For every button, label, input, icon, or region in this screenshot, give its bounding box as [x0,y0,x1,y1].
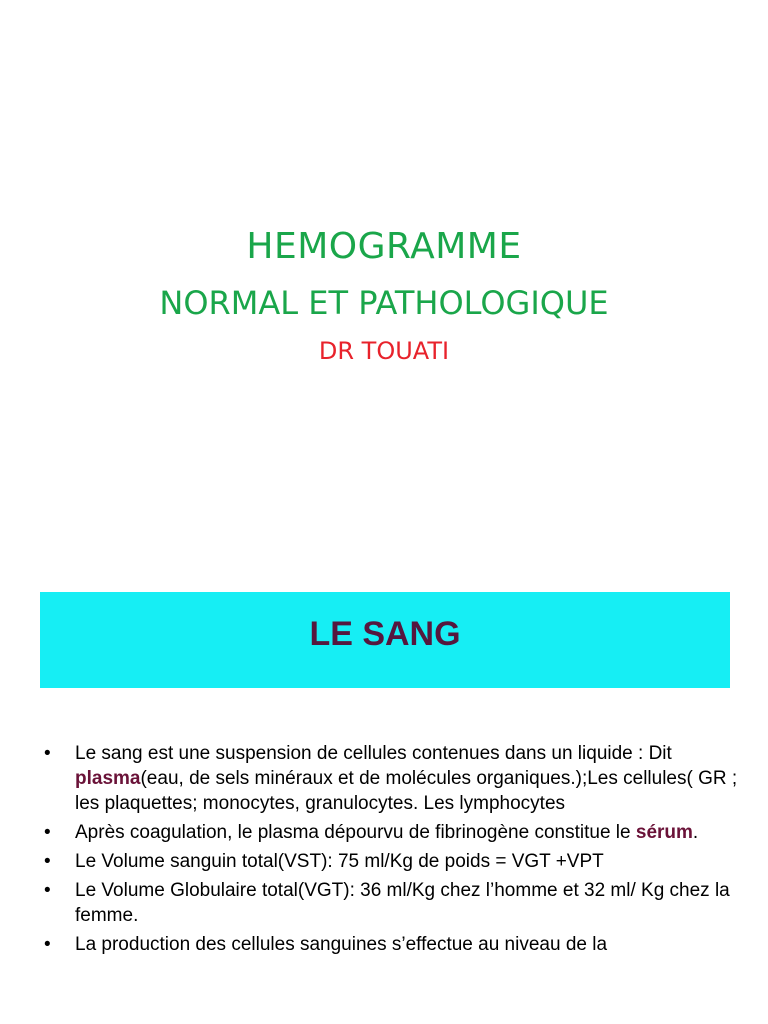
emphasis-term-serum: sérum [635,822,693,843]
author-name: DR TOUATI [318,337,450,365]
bullet-text: Le Volume Globulaire total(VGT): 36 ml/Kg chez l’homme et 32 ml/ Kg chez la femme. [75,880,730,926]
bullet-text: La production des cellules sanguines s’effectue au niveau de la [75,934,608,955]
bullet-list [42,741,742,961]
bullet-text: Après coagulation, le plasma dépourvu de fibrinogène constitue le [75,822,636,843]
section-banner [40,592,730,688]
bullet-item-vst [42,849,742,874]
emphasis-term-plasma: plasma [75,768,141,789]
document-subtitle: NORMAL ET PATHOLOGIQUE [159,284,609,322]
document-title: HEMOGRAMME [246,226,522,267]
bullet-text: Le sang est une suspension de cellules contenues dans un liquide : Dit [75,743,672,764]
bullet-item-production [42,932,742,957]
bullet-item-serum [42,820,742,845]
bullet-text: . [692,822,699,843]
bullet-item-plasma [42,741,742,816]
bullet-text: Le Volume sanguin total(VST): 75 ml/Kg de poids = VGT +VPT [75,851,604,872]
bullet-item-vgt [42,878,742,928]
section-heading: LE SANG [309,615,461,653]
bullet-text: (eau, de sels minéraux et de molécules organiques.);Les cellules( GR ; les plaquettes; monocytes, granulocytes. Les lymphocytes [75,768,738,814]
